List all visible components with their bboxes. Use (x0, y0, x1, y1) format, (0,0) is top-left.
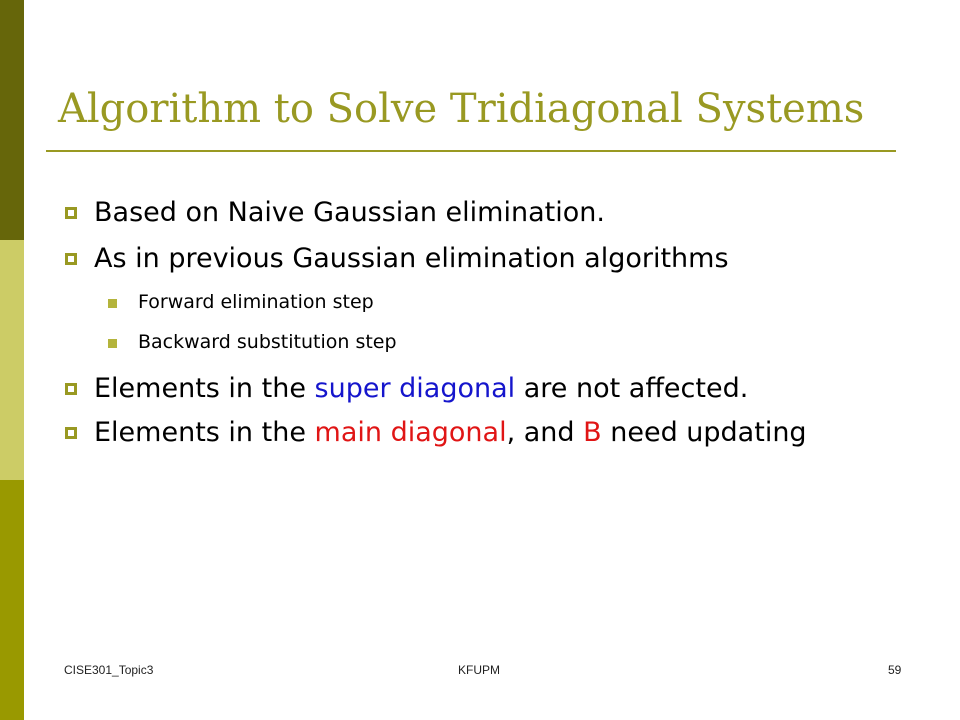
filled-square-icon (108, 299, 117, 308)
footer-institution: KFUPM (458, 663, 500, 677)
text-run: need updating (601, 417, 807, 448)
sidebar-decoration (0, 0, 24, 720)
sub-bullet-text: Forward elimination step (138, 291, 374, 313)
text-run: Elements in the (94, 417, 315, 448)
text-run: Elements in the (94, 373, 315, 404)
hollow-square-icon (64, 382, 78, 396)
footer-course-code: CISE301_Topic3 (64, 663, 154, 677)
text-run: are not affected. (515, 373, 749, 404)
bullet-text (94, 417, 807, 448)
bullet-item (64, 372, 924, 406)
bullet-list (64, 196, 924, 462)
bullet-item (64, 242, 924, 276)
highlighted-term: main diagonal (314, 417, 507, 448)
sub-bullet-item (64, 290, 924, 314)
bullet-text (94, 373, 748, 404)
text-run: , and (506, 417, 584, 448)
bullet-text: As in previous Gaussian elimination algorithms (94, 243, 729, 274)
sidebar-segment-bottom (0, 480, 24, 720)
sidebar-segment-middle (0, 240, 24, 480)
filled-square-icon (108, 339, 117, 348)
bullet-item (64, 196, 924, 230)
slide-title: Algorithm to Solve Tridiagonal Systems (58, 86, 865, 132)
hollow-square-icon (64, 206, 78, 220)
sub-bullet-item (64, 330, 924, 354)
highlighted-term: super diagonal (314, 373, 516, 404)
title-underline (46, 150, 896, 152)
bullet-item (64, 416, 814, 450)
hollow-square-icon (64, 426, 78, 440)
sidebar-segment-top (0, 0, 24, 240)
footer-page-number: 59 (888, 663, 902, 677)
hollow-square-icon (64, 252, 78, 266)
sub-bullet-text: Backward substitution step (138, 331, 397, 353)
highlighted-term: B (583, 417, 602, 448)
bullet-text: Based on Naive Gaussian elimination. (94, 197, 605, 228)
